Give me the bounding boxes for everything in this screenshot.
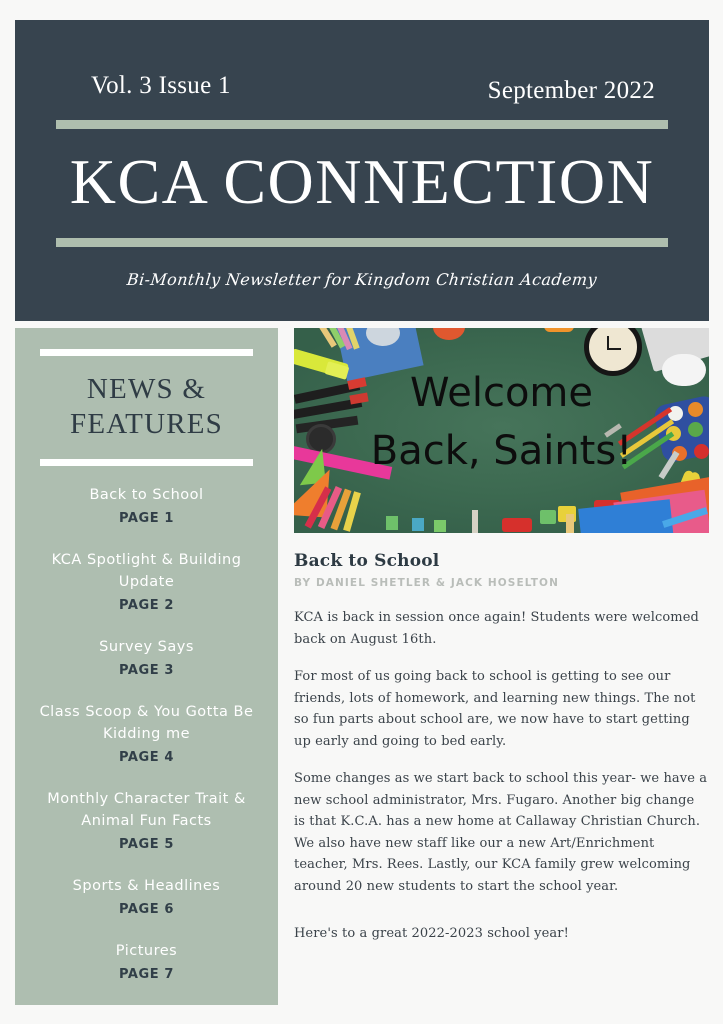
toc-entry-page: PAGE 7: [118, 967, 175, 982]
toc-entry-sports-headlines[interactable]: [27, 875, 266, 920]
masthead: [15, 20, 709, 321]
toc-entry-title: Pictures: [115, 943, 178, 959]
toc-entry-page: PAGE 4: [118, 750, 175, 765]
masthead-divider-top: [56, 120, 668, 129]
newsletter-title: KCA CONNECTION: [69, 146, 655, 217]
article-closing-line: Here's to a great 2022-2023 school year!: [294, 926, 569, 941]
article-paragraph: For most of us going back to school is getting to see our friends, lots of homework, and learning new things. The not so fun parts about school are, we now have to start getting up early and going to bed early.: [294, 669, 696, 749]
masthead-meta-row: [43, 72, 681, 112]
toc-entry-title: Sports & Headlines: [72, 878, 221, 894]
issue-date-label: September 2022: [487, 77, 655, 104]
clock-hand-icon: [607, 348, 621, 350]
article-body: [294, 607, 709, 945]
toy-block-icon: [502, 518, 532, 532]
toc-entry-title: Survey Says: [99, 639, 194, 655]
sidebar-divider-bottom: [40, 459, 253, 466]
toc-entry-kca-spotlight-building-update[interactable]: [27, 549, 266, 616]
article-byline: BY DANIEL SHETLER & JACK HOSELTON: [294, 577, 559, 589]
article-headline: Back to School: [294, 551, 440, 571]
letter-block-icon: [412, 518, 424, 531]
sidebar-heading: NEWS & FEATURES: [69, 373, 223, 440]
hero-caption-line-1: Welcome: [410, 370, 593, 416]
volume-issue-label: Vol. 3 Issue 1: [91, 72, 231, 99]
toc-entry-page: PAGE 3: [118, 663, 175, 678]
hero-caption-line-2: Back, Saints!: [370, 428, 633, 474]
toc-entry-class-scoop[interactable]: [27, 701, 266, 768]
toc-entry-page: PAGE 1: [118, 511, 175, 526]
toc-entry-back-to-school[interactable]: [27, 484, 266, 529]
toy-block-icon: [540, 510, 556, 524]
brush-icon: [472, 510, 478, 533]
toc-entry-title: Back to School: [89, 487, 204, 503]
newsletter-tagline: Bi-Monthly Newsletter for Kingdom Christian Academy: [125, 270, 599, 289]
toc-entry-title: Monthly Character Trait & Animal Fun Facts: [47, 791, 246, 829]
pencil-icon: [566, 514, 574, 533]
toc-entry-survey-says[interactable]: [27, 636, 266, 681]
masthead-divider-bottom: [56, 238, 668, 247]
article-paragraph: KCA is back in session once again! Students were welcomed back on August 16th.: [294, 610, 699, 647]
toc-entry-page: PAGE 6: [118, 902, 175, 917]
table-of-contents: [27, 484, 266, 1005]
toc-entry-page: PAGE 5: [118, 837, 175, 852]
toc-entry-page: PAGE 2: [118, 598, 175, 613]
toc-entry-pictures[interactable]: [27, 940, 266, 985]
main-content-column: [294, 328, 709, 961]
hero-caption: [294, 364, 709, 480]
sidebar-divider-top: [40, 349, 253, 356]
toc-entry-title: Class Scoop & You Gotta Be Kidding me: [39, 704, 254, 742]
sidebar-news-and-features: [15, 328, 278, 1005]
toc-entry-monthly-character-trait[interactable]: [27, 788, 266, 855]
article-paragraph: Some changes as we start back to school this year- we have a new school administrator, Mrs. Fugaro. Another big change is that K.C.A. has a new home at Callaway Christian Church. We also have new staff like our a new Art/Enrichment teacher, Mrs. Rees. Lastly, our KCA family grew welcoming around 20 new students to start the school year.: [294, 771, 708, 894]
hero-image-welcome-back-saints: [294, 328, 709, 533]
toc-entry-title: KCA Spotlight & Building Update: [51, 552, 242, 590]
orange-clip-icon: [544, 328, 574, 332]
letter-block-icon: [386, 516, 398, 530]
letter-block-icon: [434, 520, 446, 532]
